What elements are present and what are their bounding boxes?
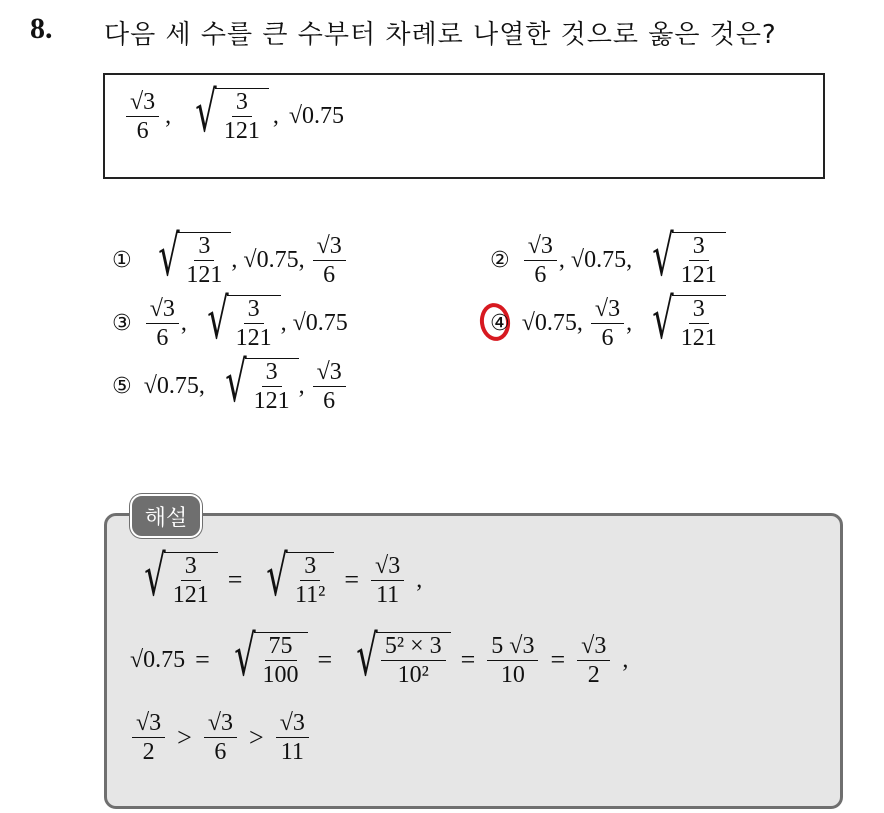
sqrt-3-over-121: √ $\frac{3}{121}$ [181, 88, 269, 145]
solution-line-3: $\frac{√3}{2}$ > $\frac{√3}{6}$ > $\frac{√3}{11}$ [130, 710, 311, 766]
choice-4[interactable]: ④ √0.75 , $\frac{√3}{6}$ , √ $\frac{3}{121}$ [490, 295, 726, 352]
solution-line-2: √0.75 = √ $\frac{75}{100}$ = √ $\frac{\text{5² × 3}}{\text{10²}}$ = $\frac{5 √3}{10}$ = $\frac{√3}{2}$ , [130, 624, 629, 689]
frac-sqrt3-over-6: $\frac{√3}{6}$ [126, 89, 159, 145]
solution-line-1: √ $\frac{3}{121}$ = √ $\frac{3}{\text{11²}}$ = $\frac{√3}{11}$ , [144, 544, 423, 609]
solution-tab: 해설 [130, 494, 202, 538]
question-text: 다음 세 수를 큰 수부터 차례로 나열한 것으로 옳은 것은? [104, 20, 777, 50]
sqrt-075: √0.75 [288, 102, 345, 129]
given-expression: $\frac{√3}{6}$ , √ $\frac{3}{121}$ , √0.75 [124, 88, 344, 145]
choice-5[interactable]: ⑤ √0.75 , √ $\frac{3}{121}$ , $\frac{√3}{6}$ [112, 358, 348, 415]
choice-1[interactable]: ① √ $\frac{3}{121}$ , √0.75 , $\frac{√3}{6}$ [112, 232, 348, 289]
question-number: 8. [30, 12, 53, 45]
choice-2[interactable]: ② $\frac{√3}{6}$ , √0.75 , √ $\frac{3}{121}$ [490, 232, 726, 289]
choice-3[interactable]: ③ $\frac{√3}{6}$ , √ $\frac{3}{121}$ , √0.75 [112, 287, 348, 352]
